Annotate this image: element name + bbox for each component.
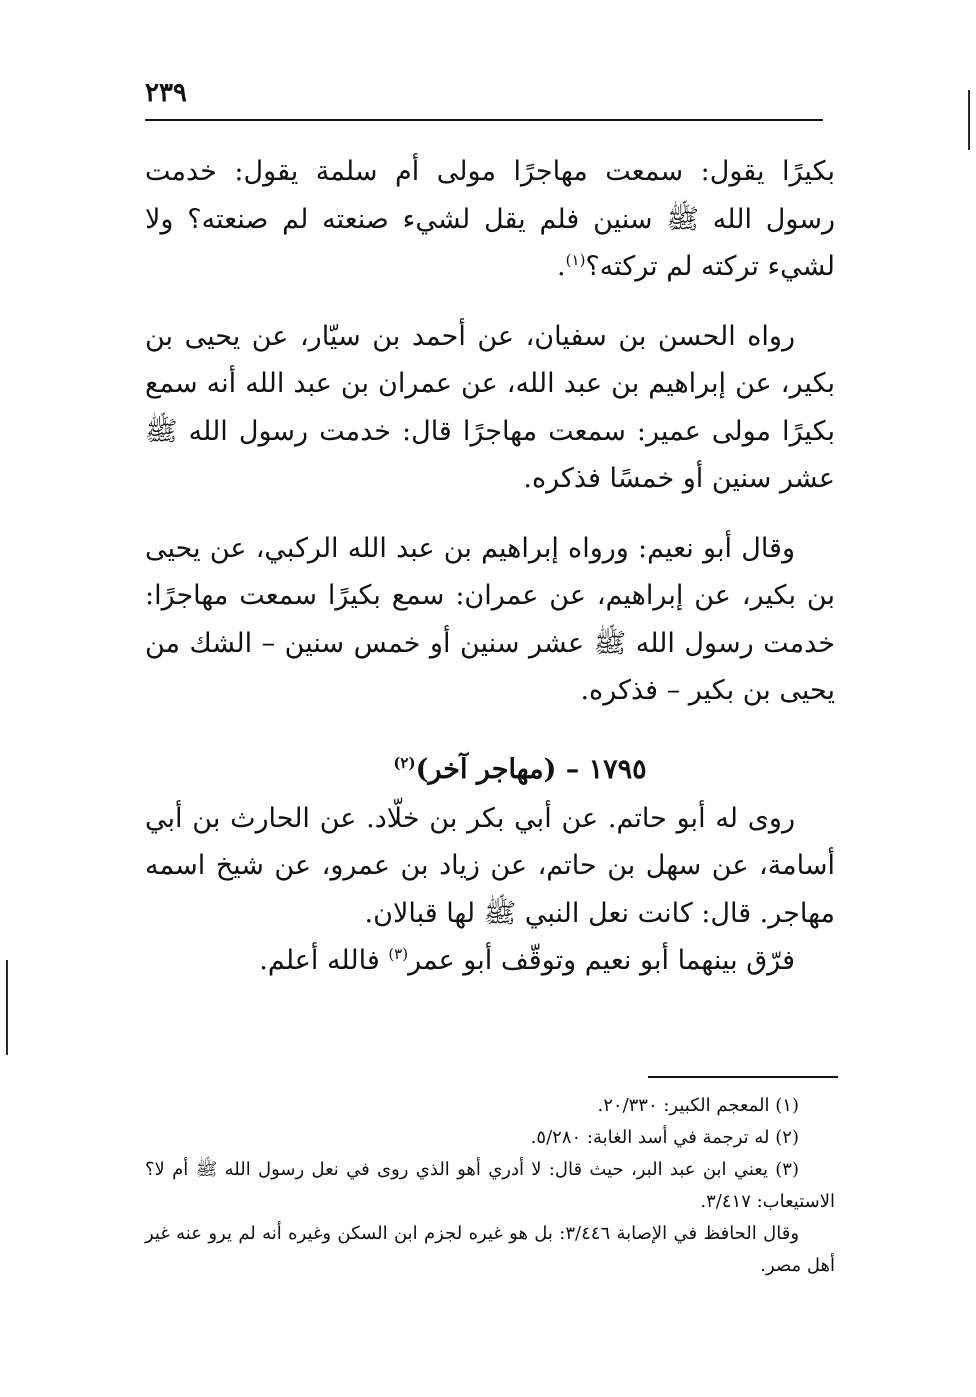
paragraph-1: بكيرًا يقول: سمعت مهاجرًا مولى أم سلمة يقول: خدمت رسول الله ﷺ سنين فلم يقل لشيء صنعته لم صنعته؟ ولا لشيء تركته لم تركته؟$^{(١)}$. bbox=[145, 156, 835, 282]
paragraph-5-text-before: فرّق بينهما أبو نعيم وتوقّف أبو عمر bbox=[408, 945, 795, 976]
footnote-rule bbox=[648, 1076, 838, 1078]
footnote-ref-2: (٢) bbox=[393, 753, 416, 772]
paragraph-5-text-after: فالله أعلم. bbox=[259, 945, 389, 976]
paragraph-3: وقال أبو نعيم: ورواه إبراهيم بن عبد الله الركبي، عن يحيى بن بكير، عن إبراهيم، عن عمران: سمع بكيرًا سمعت مهاجرًا: خدمت رسول الله ﷺ عشر سنين أو خمس سنين – الشك من يحيى بن بكير – فذكره. bbox=[145, 532, 835, 706]
footnotes bbox=[145, 1090, 835, 1282]
footnote-3: (٣) يعني ابن عبد البر، حيث قال: لا أدري أهو الذي روى في نعل رسول الله ﷺ أم لا؟ الاستيعاب: ٣/٤١٧. bbox=[145, 1159, 835, 1212]
page-number: ٢٣٩ bbox=[145, 78, 187, 108]
footnote-2: (٢) له ترجمة في أسد الغابة: ٥/٢٨٠. bbox=[530, 1127, 799, 1148]
entry-heading bbox=[145, 745, 835, 795]
scan-edge-line-left bbox=[6, 960, 8, 1055]
footnote-3-continued: وقال الحافظ في الإصابة ٣/٤٤٦: بل هو غيره لجزم ابن السكن وغيره أنه لم يرو عنه غير أهل مصر. bbox=[145, 1223, 835, 1276]
footnote-1: (١) المعجم الكبير: ٢٠/٣٣٠. bbox=[597, 1095, 799, 1116]
paragraph-4: روى له أبو حاتم. عن أبي بكر بن خلّاد. عن الحارث بن أبي أسامة، عن سهل بن حاتم، عن زياد بن عمرو، عن شيخ اسمه مهاجر. قال: كانت نعل النبي ﷺ لها قبالان. bbox=[145, 802, 835, 929]
paragraph-5 bbox=[145, 937, 835, 985]
main-text bbox=[145, 148, 835, 985]
header-rule bbox=[145, 119, 823, 121]
paragraph-1-text: بكيرًا يقول: سمعت مهاجرًا مولى أم سلمة يقول: خدمت رسول الله ﷺ سنين فلم يقل لشيء صنعته لم صنعته؟ ولا لشيء تركته لم تركته؟ bbox=[145, 156, 835, 282]
scan-edge-line-top bbox=[968, 90, 970, 150]
footnote-ref-3: (٣) bbox=[388, 945, 409, 963]
paragraph-2: رواه الحسن بن سفيان، عن أحمد بن سيّار، عن يحيى بن بكير، عن إبراهيم بن عبد الله، عن عمران بن عبد الله أنه سمع بكيرًا مولى عمير: سمعت مهاجرًا قال: خدمت رسول الله ﷺ عشر سنين أو خمسًا فذكره. bbox=[145, 320, 835, 494]
footnote-ref-1: (١) bbox=[565, 251, 586, 269]
entry-heading-text: ١٧٩٥ – (مهاجر آخر) bbox=[415, 753, 647, 785]
